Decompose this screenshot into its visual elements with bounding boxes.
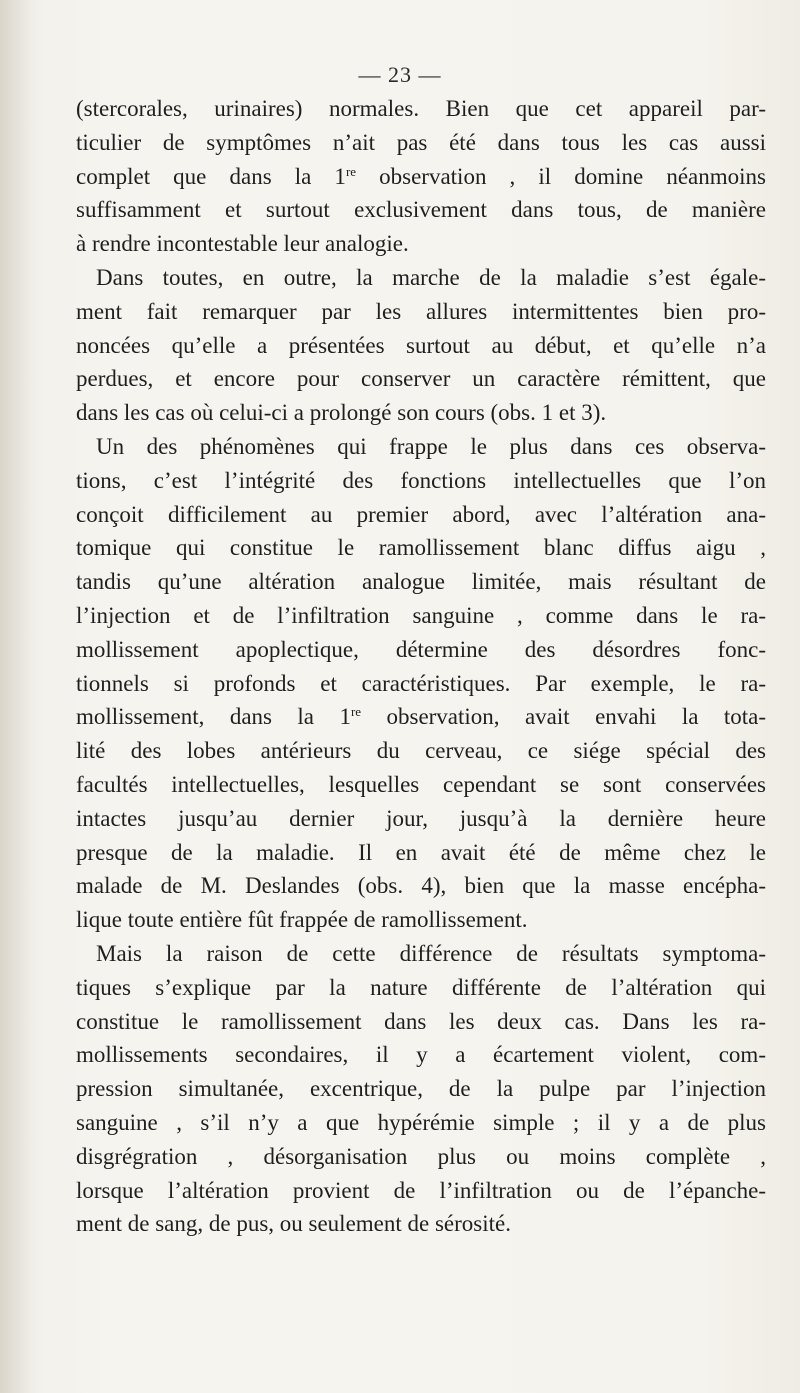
text-line: sanguine , s’il n’y a que hypérémie simple ; il y a de plus (76, 1109, 766, 1135)
text-line: ticulier de symptômes n’ait pas été dans tous les cas aussi (76, 129, 766, 155)
text-line: mollissement, dans la 1re observation, avait envahi la tota- (76, 704, 766, 730)
text-line: dans les cas où celui-ci a prolongé son cours (obs. 1 et 3). (76, 400, 607, 426)
text-line: facultés intellectuelles, lesquelles cependant se sont conservées (76, 771, 766, 797)
text-line: malade de M. Deslandes (obs. 4), bien que la masse encépha- (76, 873, 766, 899)
text-line: tions, c’est l’intégrité des fonctions intellectuelles que l’on (76, 467, 766, 493)
text-line: perdues, et encore pour conserver un caractère rémittent, que (76, 366, 766, 392)
text-line: ment fait remarquer par les allures intermittentes bien pro- (76, 298, 766, 324)
text-line: à rendre incontestable leur analogie. (76, 231, 409, 257)
page-number: — 23 — (358, 62, 442, 87)
text-line: tiques s’explique par la nature différente de l’altération qui (76, 974, 766, 1000)
text-line: mollissements secondaires, il y a écartement violent, com- (76, 1042, 766, 1068)
text-line: Mais la raison de cette différence de résultats symptoma- (96, 940, 766, 966)
text-line: presque de la maladie. Il en avait été de même chez le (76, 839, 766, 865)
text-line: complet que dans la 1re observation , il domine néanmoins (76, 163, 766, 189)
binding-shadow (0, 0, 40, 1393)
body-text (76, 92, 766, 1241)
text-line: lorsque l’altération provient de l’infiltration ou de l’épanche- (76, 1177, 766, 1203)
text-line: ment de sang, de pus, ou seulement de sérosité. (76, 1211, 511, 1237)
text-line: pression simultanée, excentrique, de la pulpe par l’injection (76, 1076, 766, 1102)
text-line: Dans toutes, en outre, la marche de la maladie s’est égale- (96, 264, 766, 290)
text-line: Un des phénomènes qui frappe le plus dans ces observa- (96, 433, 766, 459)
text-line: noncées qu’elle a présentées surtout au début, et qu’elle n’a (76, 332, 766, 358)
text-line: disgrégration , désorganisation plus ou moins complète , (76, 1143, 766, 1169)
text-line: intactes jusqu’au dernier jour, jusqu’à la dernière heure (76, 805, 766, 831)
text-line: (stercorales, urinaires) normales. Bien que cet appareil par- (76, 96, 766, 121)
text-line: mollissement apoplectique, détermine des désordres fonc- (76, 636, 766, 662)
text-line: lique toute entière fût frappée de ramollissement. (76, 907, 528, 933)
text-line: constitue le ramollissement dans les deux cas. Dans les ra- (76, 1008, 766, 1034)
text-line: suffisamment et surtout exclusivement dans tous, de manière (76, 197, 766, 223)
superscript: re (345, 163, 357, 179)
text-line: tomique qui constitue le ramollissement blanc diffus aigu , (76, 535, 766, 561)
superscript: re (350, 704, 362, 720)
text-line: tandis qu’une altération analogue limitée, mais résultant de (76, 569, 766, 595)
text-line: l’injection et de l’infiltration sanguine , comme dans le ra- (76, 602, 766, 628)
text-line: tionnels si profonds et caractéristiques. Par exemple, le ra- (76, 670, 766, 696)
text-line: conçoit difficilement au premier abord, avec l’altération ana- (76, 501, 766, 527)
text-line: lité des lobes antérieurs du cerveau, ce siége spécial des (76, 738, 766, 764)
